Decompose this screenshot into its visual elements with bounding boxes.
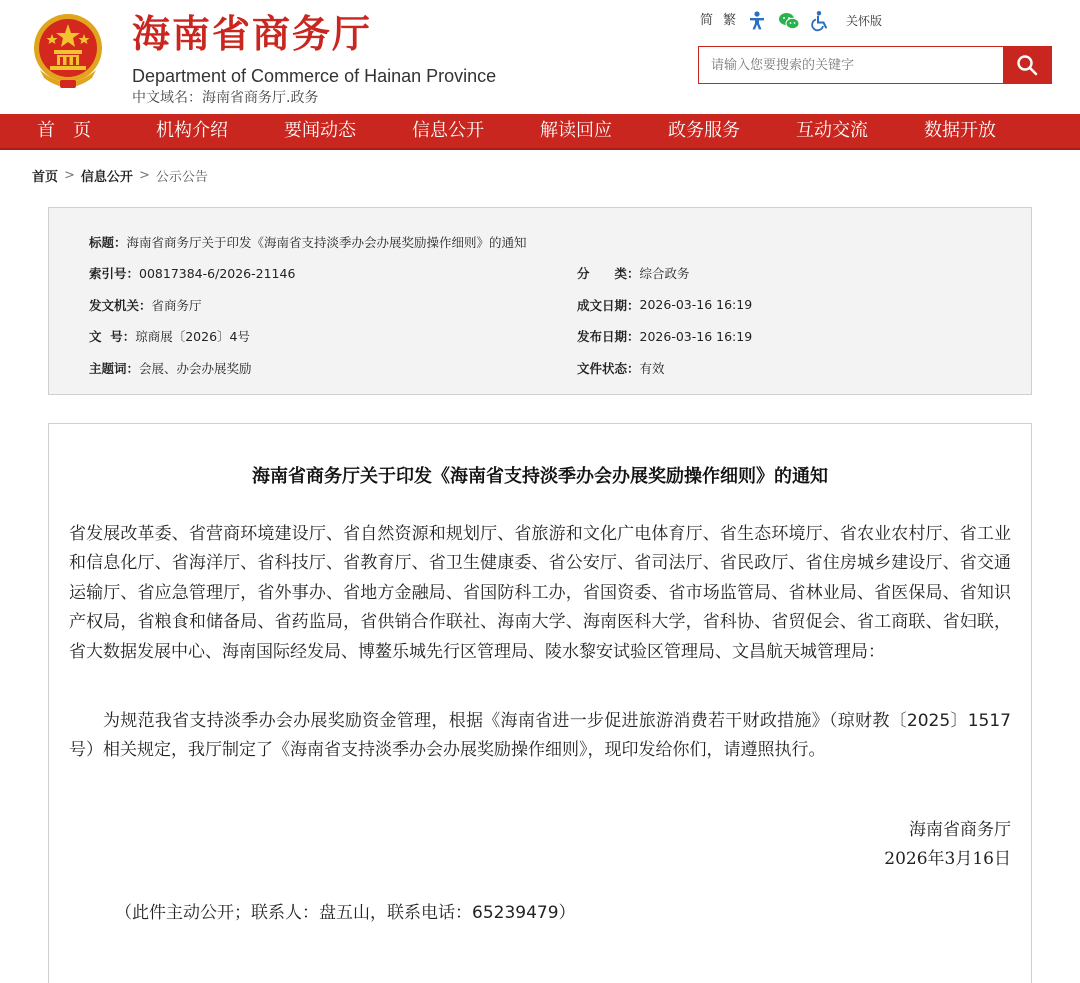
main-nav: [0, 114, 1080, 150]
nav-interaction[interactable]: 互动交流: [796, 120, 868, 141]
meta-status-value: 有效: [639, 360, 665, 376]
meta-row: [89, 352, 1011, 384]
nav-interpretation[interactable]: 解读回应: [540, 120, 612, 141]
care-mode-link[interactable]: 关怀版: [846, 14, 883, 28]
accessibility-person-icon[interactable]: [746, 10, 768, 32]
simplified-chinese-link[interactable]: 简: [700, 13, 714, 28]
meta-index-value: 00817384-6/2026-21146: [139, 265, 296, 281]
signature-date: 2026年3月16日: [884, 849, 1011, 869]
wheelchair-accessibility-icon[interactable]: [810, 10, 832, 32]
meta-docno-label: 文 号：: [89, 329, 136, 345]
meta-category-label: 分 类：: [577, 266, 640, 282]
meta-status-label: 文件状态：: [577, 360, 640, 376]
meta-row: [89, 258, 1011, 290]
breadcrumb-separator: >: [64, 167, 75, 183]
nav-info-disclosure[interactable]: 信息公开: [412, 120, 484, 141]
meta-index-label: 索引号：: [89, 266, 140, 282]
meta-written-date-label: 成文日期：: [577, 297, 640, 313]
nav-gov-services[interactable]: 政务服务: [668, 120, 740, 141]
breadcrumb-current[interactable]: 公示公告: [155, 169, 208, 185]
meta-row-title: [89, 226, 1011, 258]
meta-publish-date-value: 2026-03-16 16:19: [639, 328, 753, 344]
nav-news[interactable]: 要闻动态: [284, 120, 356, 141]
meta-docno-value: 琼商展〔2026〕4号: [135, 329, 250, 345]
nav-open-data[interactable]: 数据开放: [924, 120, 996, 141]
meta-title-value: 海南省商务厅关于印发《海南省支持淡季办会办展奖励操作细则》的通知: [126, 234, 527, 250]
breadcrumb: [0, 150, 1080, 200]
site-header: [0, 0, 1080, 114]
meta-publish-date-label: 发布日期：: [577, 329, 640, 345]
contact-note: （此件主动公开；联系人：盘五山，联系电话：65239479）: [115, 903, 576, 923]
search-icon: [1015, 53, 1039, 77]
article-title: 海南省商务厅关于印发《海南省支持淡季办会办展奖励操作细则》的通知: [252, 466, 828, 487]
nav-organization[interactable]: 机构介绍: [156, 120, 228, 141]
search-input[interactable]: [699, 47, 1003, 83]
domain-label: 中文域名：海南省商务厅.政务: [132, 90, 319, 106]
document-metadata-panel: [48, 207, 1032, 395]
meta-title-label: 标题：: [89, 234, 127, 250]
meta-row: [89, 321, 1011, 353]
meta-issuer-value: 省商务厅: [151, 297, 202, 313]
signature-organization: 海南省商务厅: [909, 820, 1011, 840]
search-button[interactable]: [1003, 47, 1051, 83]
national-emblem-icon[interactable]: [30, 12, 106, 92]
article-paragraph: 为规范我省支持淡季办会办展奖励资金管理，根据《海南省进一步促进旅游消费若干财政措施》（琼财教〔2025〕1517号）相关规定，我厅制定了《海南省支持淡季办会办展奖励操作细则》，现印发给你们，请遵照执行。: [69, 711, 1011, 761]
meta-category-value: 综合政务: [639, 266, 690, 282]
site-name-en: Department of Commerce of Hainan Province: [132, 66, 497, 86]
traditional-chinese-link[interactable]: 繁: [723, 13, 737, 28]
top-toolbar: [700, 8, 892, 34]
breadcrumb-separator: >: [138, 167, 150, 183]
search-box: [698, 46, 1052, 84]
article-body: [48, 423, 1032, 983]
breadcrumb-info-disclosure[interactable]: 信息公开: [80, 169, 133, 185]
meta-issuer-label: 发文机关：: [89, 297, 152, 313]
meta-keywords-value: 会展、办会办展奖励: [139, 360, 252, 376]
site-name-cn: 海南省商务厅: [132, 12, 373, 56]
meta-keywords-label: 主题词：: [89, 360, 140, 376]
meta-written-date-value: 2026-03-16 16:19: [639, 297, 753, 313]
breadcrumb-home[interactable]: 首页: [32, 169, 59, 185]
article-addressees: 省发展改革委、省营商环境建设厅、省自然资源和规划厅、省旅游和文化广电体育厅、省生态环境厅、省农业农村厅、省工业和信息化厅、省海洋厅、省科技厅、省教育厅、省卫生健康委、省公安厅、省司法厅、省民政厅、省住房城乡建设厅、省交通运输厅、省应急管理厅，省外事办、省地方金融局、省国防科工办，省国资委、省市场监管局、省林业局、省医保局、省知识产权局，省粮食和储备局、省药监局，省供销合作联社、海南大学、海南医科大学，省科协、省贸促会、省工商联、省妇联，省大数据发展中心、海南国际经发局、博鳌乐城先行区管理局、陵水黎安试验区管理局、文昌航天城管理局：: [69, 524, 1011, 662]
meta-row: [89, 289, 1011, 321]
nav-home[interactable]: 首 页: [37, 120, 91, 141]
wechat-icon[interactable]: [778, 10, 800, 32]
